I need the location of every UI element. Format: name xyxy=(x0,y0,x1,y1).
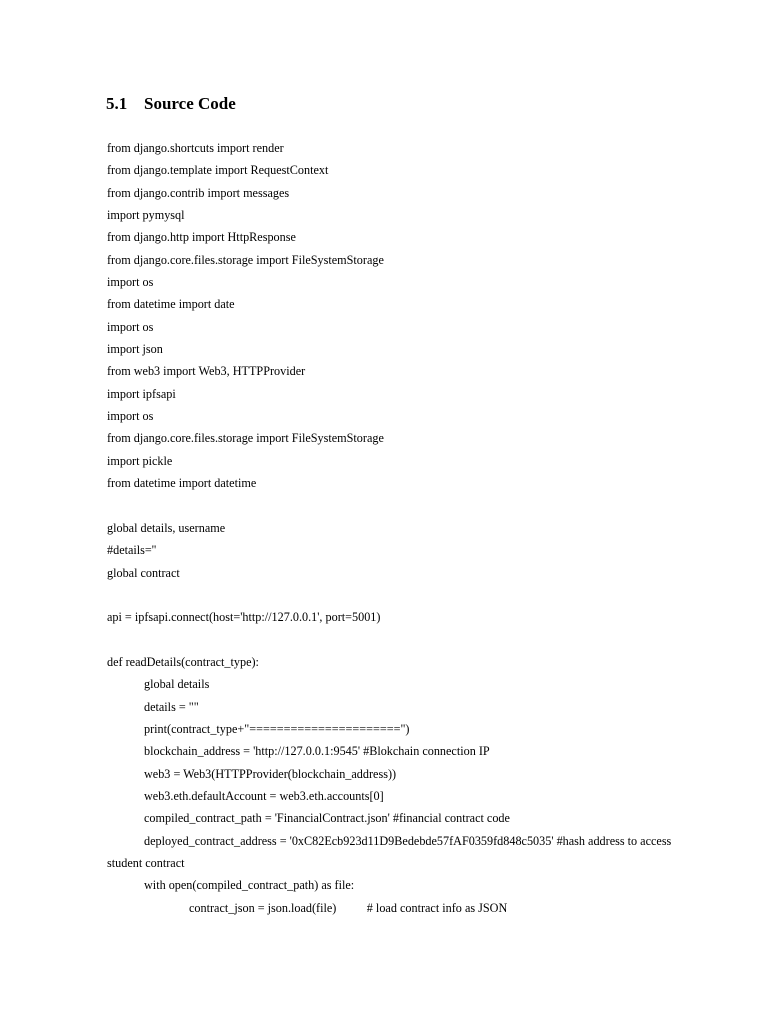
blank-line xyxy=(107,629,707,651)
code-line: details = "" xyxy=(144,699,199,714)
code-line: from django.contrib import messages xyxy=(107,185,290,200)
source-code-block xyxy=(107,137,707,919)
blank-line xyxy=(107,495,707,517)
code-line: print(contract_type+"======================") xyxy=(144,721,410,736)
code-line: api = ipfsapi.connect(host='http://127.0.0.1', port=5001) xyxy=(107,610,381,625)
code-line: #details='' xyxy=(107,543,157,558)
code-line: from datetime import date xyxy=(107,297,235,312)
code-line: from django.core.files.storage import FileSystemStorage xyxy=(107,252,384,267)
code-line: contract_json = json.load(file) # load contract info as JSON xyxy=(189,900,508,915)
code-line: import os xyxy=(107,319,154,334)
code-line: web3.eth.defaultAccount = web3.eth.accounts[0] xyxy=(144,788,384,803)
code-line: global details xyxy=(144,677,210,692)
code-line: compiled_contract_path = 'FinancialContract.json' #financial contract code xyxy=(144,811,510,826)
code-line: import os xyxy=(107,275,154,290)
code-line: web3 = Web3(HTTPProvider(blockchain_address)) xyxy=(144,766,397,781)
code-line: import pickle xyxy=(107,453,173,468)
section-number: 5.1 xyxy=(106,94,128,113)
code-line: deployed_contract_address = '0xC82Ecb923d11D9Bedebde57fAF0359fd848c5035' #hash address to access xyxy=(144,833,672,848)
code-line: from datetime import datetime xyxy=(107,476,257,491)
code-line: global details, username xyxy=(107,520,226,535)
code-line: import ipfsapi xyxy=(107,386,176,401)
section-title: Source Code xyxy=(144,94,236,113)
code-line: def readDetails(contract_type): xyxy=(107,654,259,669)
code-line-continuation: student contract xyxy=(107,856,185,870)
code-line: blockchain_address = 'http://127.0.0.1:9545' #Blokchain connection IP xyxy=(144,744,490,759)
code-line: import pymysql xyxy=(107,208,185,223)
code-line: global contract xyxy=(107,565,180,580)
section-heading xyxy=(106,92,236,116)
code-line: from django.http import HttpResponse xyxy=(107,230,296,245)
code-line: from web3 import Web3, HTTPProvider xyxy=(107,364,306,379)
code-line: from django.template import RequestContext xyxy=(107,163,329,178)
code-line: from django.shortcuts import render xyxy=(107,141,284,155)
code-line: with open(compiled_contract_path) as file: xyxy=(144,878,355,893)
code-line: from django.core.files.storage import FileSystemStorage xyxy=(107,431,384,446)
code-line: import json xyxy=(107,342,163,357)
code-line: import os xyxy=(107,409,154,424)
blank-line xyxy=(107,584,707,606)
